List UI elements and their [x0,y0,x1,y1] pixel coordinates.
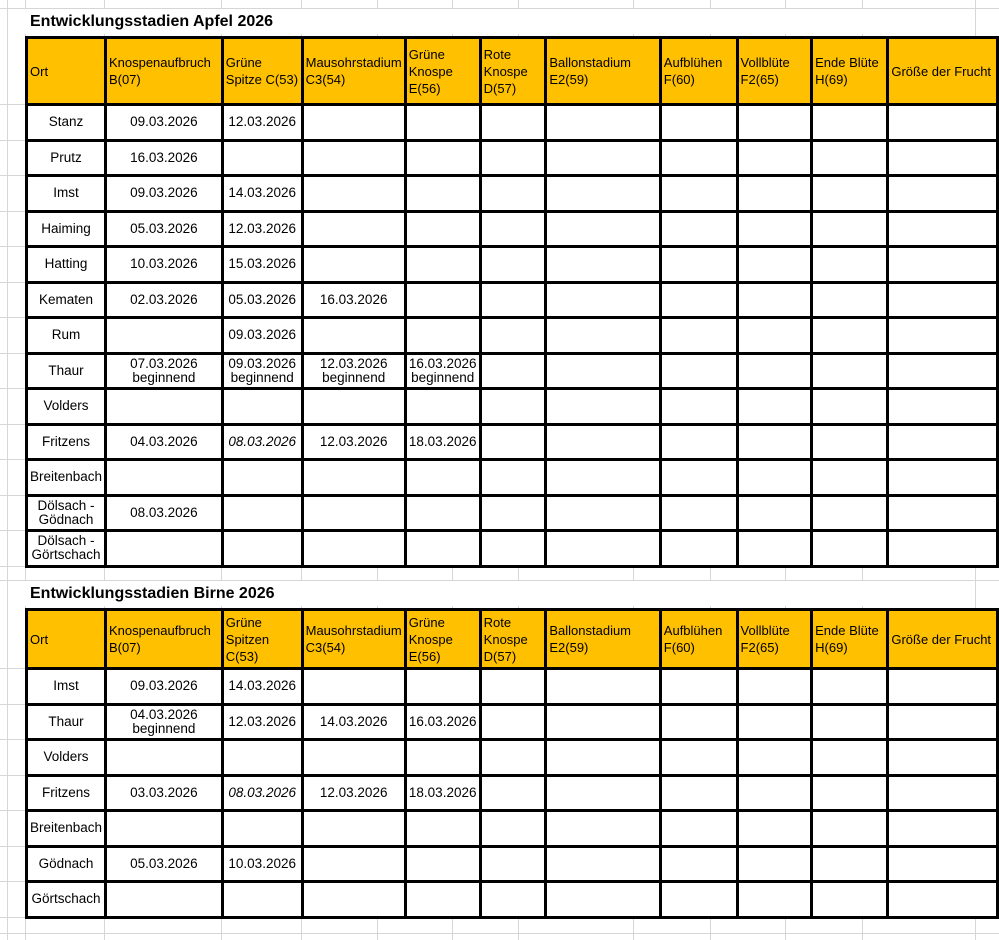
table-row [27,460,998,496]
column-header-cell[interactable]: Ort [27,38,106,105]
column-header-cell[interactable]: Ende Blüte H(69) [812,610,888,669]
date-cell[interactable] [302,846,405,882]
ort-cell[interactable]: Imst [27,669,106,705]
ort-cell[interactable]: Dölsach - Görtschach [27,531,106,567]
table-row [27,247,998,283]
date-cell[interactable] [660,424,737,460]
column-header-cell[interactable]: Ballonstadium E2(59) [546,610,660,669]
table-row [27,353,998,389]
date-cell[interactable] [480,775,546,811]
date-cell[interactable] [405,846,480,882]
date-cell[interactable] [888,389,998,425]
date-cell[interactable] [888,669,998,705]
table-row [27,495,998,531]
date-cell[interactable] [546,211,660,247]
date-cell[interactable] [888,211,998,247]
date-cell[interactable] [222,424,302,460]
date-cell[interactable] [888,140,998,176]
date-line: beginnend [411,369,475,385]
date-cell[interactable]: 16.03.2026 [105,140,222,176]
date-cell[interactable] [737,176,812,212]
date-cell[interactable] [660,531,737,567]
table-row [27,176,998,212]
date-cell[interactable] [737,669,812,705]
column-header-cell[interactable]: Aufblühen F(60) [660,610,737,669]
date-cell[interactable] [737,389,812,425]
date-cell[interactable] [660,460,737,496]
column-header-cell[interactable]: Grüne Knospe E(56) [405,38,480,105]
date-cell[interactable]: 10.03.2026 [105,247,222,283]
date-cell[interactable] [812,846,888,882]
date-cell[interactable] [888,353,998,389]
ort-cell[interactable]: Fritzens [27,424,106,460]
date-cell[interactable] [222,460,302,496]
ort-cell[interactable]: Dölsach - Gödnach [27,495,106,531]
date-cell[interactable] [546,495,660,531]
date-cell[interactable] [405,669,480,705]
date-cell[interactable]: 12.03.2026 [302,775,405,811]
date-cell[interactable] [888,811,998,847]
date-cell[interactable] [812,353,888,389]
date-cell[interactable] [222,740,302,776]
date-cell[interactable] [302,740,405,776]
date-cell[interactable] [480,105,546,141]
table-row [27,318,998,354]
date-cell[interactable]: 03.03.2026 [105,775,222,811]
date-cell[interactable]: 18.03.2026 [405,424,480,460]
date-cell[interactable]: 09.03.2026 [105,105,222,141]
date-cell[interactable] [660,846,737,882]
date-cell[interactable] [480,846,546,882]
date-cell[interactable]: 05.03.2026 [105,211,222,247]
ort-cell[interactable]: Thaur [27,353,106,389]
date-cell[interactable] [546,669,660,705]
date-cell[interactable] [737,211,812,247]
date-line: beginnend [230,369,294,385]
date-cell[interactable] [888,846,998,882]
ort-cell[interactable]: Stanz [27,105,106,141]
date-cell[interactable] [480,140,546,176]
date-cell[interactable] [812,495,888,531]
column-header-cell[interactable]: Grüne Spitze C(53) [222,38,302,105]
date-cell[interactable] [812,318,888,354]
date-cell[interactable] [222,140,302,176]
date-cell[interactable] [546,811,660,847]
date-cell[interactable] [812,669,888,705]
date-cell[interactable] [660,775,737,811]
date-cell[interactable] [480,531,546,567]
date-cell[interactable] [737,105,812,141]
date-cell[interactable] [105,882,222,918]
date-cell[interactable] [480,247,546,283]
date-cell[interactable]: 16.03.2026 [302,282,405,318]
table-apfel-2026 [25,36,999,568]
date-cell[interactable] [737,740,812,776]
column-header-cell[interactable]: Ballonstadium E2(59) [546,38,660,105]
date-cell[interactable] [405,740,480,776]
date-cell[interactable] [480,282,546,318]
table-row [27,704,998,740]
date-cell[interactable] [660,140,737,176]
column-header-cell[interactable]: Rote Knospe D(57) [480,610,546,669]
date-cell[interactable]: 15.03.2026 [222,247,302,283]
date-cell[interactable] [737,775,812,811]
date-cell[interactable]: 14.03.2026 [302,704,405,740]
date-cell[interactable] [737,424,812,460]
date-cell[interactable]: 12.03.2026 [222,105,302,141]
column-header-cell[interactable]: Grüne Spitzen C(53) [222,610,302,669]
date-cell[interactable] [222,882,302,918]
date-cell[interactable] [405,495,480,531]
date-cell[interactable] [302,211,405,247]
date-cell[interactable] [888,495,998,531]
header-row [27,38,998,105]
date-cell[interactable] [302,389,405,425]
date-cell[interactable] [812,531,888,567]
date-cell[interactable] [222,775,302,811]
date-cell[interactable] [660,176,737,212]
date-cell[interactable] [105,460,222,496]
ort-cell[interactable]: Kematen [27,282,106,318]
date-cell[interactable] [105,811,222,847]
date-cell[interactable] [737,353,812,389]
date-line: 09.03.2026 [228,355,296,371]
italic-date: 08.03.2026 [228,433,296,449]
date-line: 07.03.2026 [130,355,198,371]
date-cell[interactable] [302,669,405,705]
date-cell[interactable] [888,282,998,318]
date-cell[interactable] [546,704,660,740]
date-cell[interactable] [105,704,222,740]
date-cell[interactable] [302,105,405,141]
table2-title[interactable]: Entwicklungsstadien Birne 2026 [25,581,971,606]
date-cell[interactable] [405,282,480,318]
date-cell[interactable]: 04.03.2026 [105,424,222,460]
date-cell[interactable] [222,353,302,389]
table-row [27,882,998,918]
ort-cell[interactable]: Rum [27,318,106,354]
date-cell[interactable] [660,389,737,425]
date-cell[interactable] [888,247,998,283]
date-cell[interactable] [660,811,737,847]
date-cell[interactable] [888,176,998,212]
date-cell[interactable] [480,740,546,776]
column-header-cell[interactable]: Rote Knospe D(57) [480,38,546,105]
date-cell[interactable] [888,740,998,776]
column-header-cell[interactable]: Vollblüte F2(65) [737,610,812,669]
date-cell[interactable] [302,882,405,918]
date-cell[interactable] [480,211,546,247]
date-cell[interactable] [546,353,660,389]
date-cell[interactable] [480,811,546,847]
date-cell[interactable] [405,882,480,918]
date-cell[interactable] [302,460,405,496]
ort-cell[interactable]: Hatting [27,247,106,283]
date-cell[interactable] [546,846,660,882]
date-cell[interactable] [546,247,660,283]
date-cell[interactable] [812,424,888,460]
date-cell[interactable] [302,247,405,283]
date-cell[interactable] [405,353,480,389]
ort-cell[interactable]: Görtschach [27,882,106,918]
date-cell[interactable] [660,740,737,776]
ort-cell[interactable]: Haiming [27,211,106,247]
table1-title[interactable]: Entwicklungsstadien Apfel 2026 [25,9,971,34]
table-row [27,211,998,247]
date-cell[interactable] [405,318,480,354]
table-row [27,811,998,847]
date-cell[interactable] [480,669,546,705]
table-row [27,282,998,318]
date-cell[interactable] [812,282,888,318]
date-cell[interactable] [105,740,222,776]
date-cell[interactable] [546,140,660,176]
date-cell[interactable] [660,105,737,141]
date-cell[interactable] [546,775,660,811]
ort-cell[interactable]: Prutz [27,140,106,176]
date-cell[interactable] [660,282,737,318]
date-cell[interactable]: 09.03.2026 [222,318,302,354]
ort-cell[interactable]: Imst [27,176,106,212]
date-cell[interactable] [302,140,405,176]
date-cell[interactable] [480,704,546,740]
ort-cell[interactable]: Gödnach [27,846,106,882]
date-cell[interactable] [546,176,660,212]
date-cell[interactable] [812,811,888,847]
date-cell[interactable] [660,882,737,918]
date-cell[interactable]: 14.03.2026 [222,176,302,212]
date-cell[interactable]: 08.03.2026 [105,495,222,531]
date-cell[interactable] [888,531,998,567]
table-row [27,531,998,567]
date-cell[interactable] [660,353,737,389]
date-cell[interactable]: 18.03.2026 [405,775,480,811]
ort-cell[interactable]: Breitenbach [27,460,106,496]
date-cell[interactable] [546,282,660,318]
date-cell[interactable] [660,247,737,283]
gridline [7,0,8,940]
date-cell[interactable]: 14.03.2026 [222,669,302,705]
date-cell[interactable] [660,669,737,705]
date-cell[interactable] [405,140,480,176]
date-cell[interactable] [222,811,302,847]
date-cell[interactable] [546,740,660,776]
date-cell[interactable] [737,704,812,740]
date-cell[interactable] [105,353,222,389]
date-cell[interactable] [405,211,480,247]
column-header-cell[interactable]: Mausohrstadium C3(54) [302,38,405,105]
date-cell[interactable] [888,775,998,811]
date-cell[interactable] [302,531,405,567]
column-header-cell[interactable]: Größe der Frucht [888,38,998,105]
column-header-cell[interactable]: Mausohrstadium C3(54) [302,610,405,669]
date-cell[interactable] [888,105,998,141]
table-row [27,775,998,811]
ort-cell[interactable]: Breitenbach [27,811,106,847]
date-cell[interactable] [546,318,660,354]
date-cell[interactable] [812,176,888,212]
date-cell[interactable] [302,495,405,531]
date-cell[interactable] [546,105,660,141]
date-line: 04.03.2026 [130,706,198,722]
date-cell[interactable] [480,389,546,425]
date-cell[interactable] [405,247,480,283]
gridline [0,933,999,934]
date-cell[interactable] [405,176,480,212]
date-cell[interactable] [737,460,812,496]
date-cell[interactable] [737,140,812,176]
ort-cell[interactable]: Fritzens [27,775,106,811]
ort-cell[interactable]: Thaur [27,704,106,740]
date-cell[interactable] [105,318,222,354]
date-cell[interactable]: 02.03.2026 [105,282,222,318]
date-cell[interactable] [546,460,660,496]
date-cell[interactable] [480,424,546,460]
date-cell[interactable] [480,495,546,531]
date-cell[interactable] [302,353,405,389]
date-cell[interactable] [737,882,812,918]
date-cell[interactable] [812,389,888,425]
date-cell[interactable] [737,531,812,567]
date-cell[interactable] [302,176,405,212]
date-cell[interactable] [546,882,660,918]
date-cell[interactable]: 10.03.2026 [222,846,302,882]
date-line: beginnend [322,369,386,385]
date-line: 12.03.2026 [319,355,388,371]
date-cell[interactable] [737,811,812,847]
date-cell[interactable]: 05.03.2026 [222,282,302,318]
ort-cell[interactable]: Volders [27,740,106,776]
date-cell[interactable] [222,495,302,531]
date-cell[interactable] [546,531,660,567]
date-cell[interactable]: 12.03.2026 [222,211,302,247]
date-cell[interactable] [812,211,888,247]
table-row [27,389,998,425]
date-cell[interactable] [812,105,888,141]
date-cell[interactable] [660,318,737,354]
date-cell[interactable]: 09.03.2026 [105,669,222,705]
date-cell[interactable] [405,105,480,141]
italic-date: 08.03.2026 [228,784,296,800]
date-cell[interactable] [737,318,812,354]
table-row [27,140,998,176]
date-cell[interactable] [302,811,405,847]
date-cell[interactable] [812,247,888,283]
date-cell[interactable] [105,389,222,425]
date-line: beginnend [132,369,196,385]
date-cell[interactable] [546,389,660,425]
header-row [27,610,998,669]
date-cell[interactable] [105,531,222,567]
date-cell[interactable] [737,247,812,283]
column-header-cell[interactable]: Grüne Knospe E(56) [405,610,480,669]
date-cell[interactable] [480,460,546,496]
date-cell[interactable] [480,882,546,918]
column-header-cell[interactable]: Knospenaufbruch B(07) [105,38,222,105]
date-cell[interactable] [812,460,888,496]
date-cell[interactable] [812,740,888,776]
column-header-cell[interactable]: Aufblühen F(60) [660,38,737,105]
date-cell[interactable] [405,389,480,425]
date-cell[interactable]: 12.03.2026 [222,704,302,740]
table-birne-2026 [25,608,999,919]
date-cell[interactable] [812,882,888,918]
date-cell[interactable] [888,704,998,740]
column-header-cell[interactable]: Vollblüte F2(65) [737,38,812,105]
column-header-cell[interactable]: Ende Blüte H(69) [812,38,888,105]
date-cell[interactable] [222,531,302,567]
date-cell[interactable]: 12.03.2026 [302,424,405,460]
date-line: 16.03.2026 [408,355,477,371]
date-cell[interactable] [222,389,302,425]
date-cell[interactable] [405,811,480,847]
table-row [27,105,998,141]
date-cell[interactable] [888,882,998,918]
date-cell[interactable] [737,495,812,531]
date-cell[interactable] [812,140,888,176]
date-cell[interactable] [546,424,660,460]
table-row [27,424,998,460]
date-cell[interactable] [405,531,480,567]
date-cell[interactable]: 09.03.2026 [105,176,222,212]
date-cell[interactable] [660,704,737,740]
table-row [27,846,998,882]
date-cell[interactable] [480,318,546,354]
date-cell[interactable] [888,460,998,496]
date-cell[interactable] [480,353,546,389]
date-cell[interactable] [888,424,998,460]
date-cell[interactable] [888,318,998,354]
date-cell[interactable] [812,704,888,740]
date-line: beginnend [132,720,196,736]
date-cell[interactable] [405,460,480,496]
column-header-cell[interactable]: Knospenaufbruch B(07) [105,610,222,669]
date-cell[interactable] [302,318,405,354]
date-cell[interactable] [737,846,812,882]
table-row [27,740,998,776]
date-cell[interactable] [660,495,737,531]
column-header-cell[interactable]: Größe der Frucht [888,610,998,669]
date-cell[interactable] [737,282,812,318]
date-cell[interactable] [480,176,546,212]
column-header-cell[interactable]: Ort [27,610,106,669]
date-cell[interactable]: 05.03.2026 [105,846,222,882]
table-row [27,669,998,705]
date-cell[interactable]: 16.03.2026 [405,704,480,740]
date-cell[interactable] [812,775,888,811]
ort-cell[interactable]: Volders [27,389,106,425]
date-cell[interactable] [660,211,737,247]
